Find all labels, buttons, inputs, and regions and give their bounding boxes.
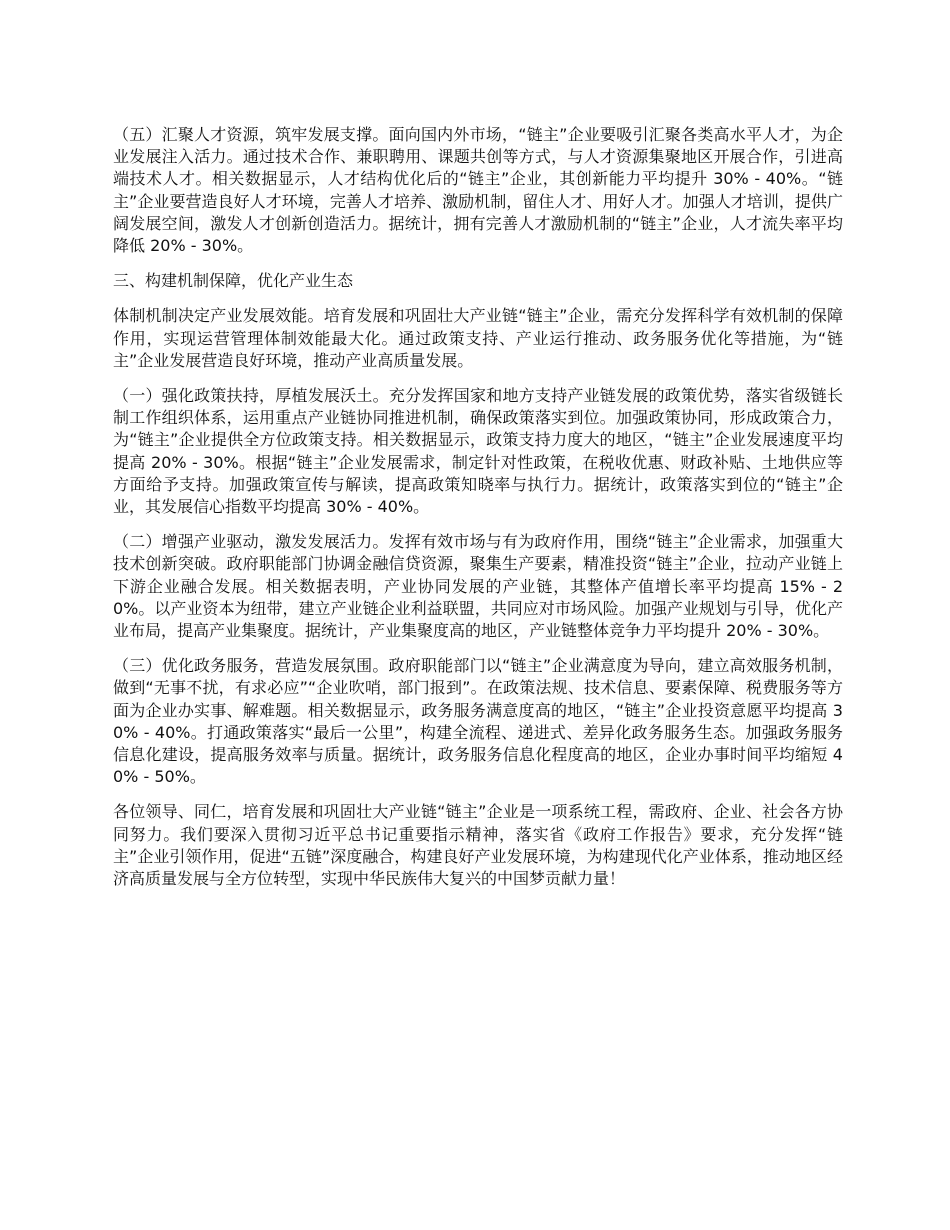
paragraph-industry-drive: （二）增强产业驱动，激发发展活力。发挥有效市场与有为政府作用，围绕“链主”企业需求，加强重大技术创新突破。政府职能部门协调金融信贷资源，聚集生产要素，精准投资“链主”企业，拉动产业链上下游企业融合发展。相关数据表明，产业协同发展的产业链，其整体产值增长率平均提高 15% - 20%。以产业资本为纽带，建立产业链企业利益联盟，共同应对市场风险。加强产业规划与引导，优化产业布局，提高产业集聚度。据统计，产业集聚度高的地区，产业链整体竞争力平均提升 20% - 30%。: [113, 532, 843, 641]
paragraph-government-services: （三）优化政务服务，营造发展氛围。政府职能部门以“链主”企业满意度为导向，建立高效服务机制，做到“无事不扰，有求必应”“企业吹哨，部门报到”。在政策法规、技术信息、要素保障、税费服务等方面为企业办实事、解难题。相关数据显示，政务服务满意度高的地区，“链主”企业投资意愿平均提高 30% - 40%。打通政策落实“最后一公里”，构建全流程、递进式、差异化政务服务生态。加强政务服务信息化建设，提高服务效率与质量。据统计，政务服务信息化程度高的地区，企业办事时间平均缩短 40% - 50%。: [113, 656, 843, 787]
document-body: [113, 124, 843, 903]
paragraph-talent-resources: （五）汇聚人才资源，筑牢发展支撑。面向国内外市场，“链主”企业要吸引汇聚各类高水平人才，为企业发展注入活力。通过技术合作、兼职聘用、课题共创等方式，与人才资源集聚地区开展合作，引进高端技术人才。相关数据显示，人才结构优化后的“链主”企业，其创新能力平均提升 30% - 40%。“链主”企业要营造良好人才环境，完善人才培养、激励机制，留住人才、用好人才。加强人才培训，提供广阔发展空间，激发人才创新创造活力。据统计，拥有完善人才激励机制的“链主”企业，人才流失率平均降低 20% - 30%。: [113, 125, 843, 256]
paragraph-mechanism-intro: 体制机制决定产业发展效能。培育发展和巩固壮大产业链“链主”企业，需充分发挥科学有效机制的保障作用，实现运营管理体制效能最大化。通过政策支持、产业运行推动、政务服务优化等措施，为“链主”企业发展营造良好环境，推动产业高质量发展。: [113, 306, 843, 370]
paragraph-policy-support: （一）强化政策扶持，厚植发展沃土。充分发挥国家和地方支持产业链发展的政策优势，落实省级链长制工作组织体系，运用重点产业链协同推进机制，确保政策落实到位。加强政策协同，形成政策合力，为“链主”企业提供全方位政策支持。相关数据显示，政策支持力度大的地区，“链主”企业发展速度平均提高 20% - 30%。根据“链主”企业发展需求，制定针对性政策，在税收优惠、财政补贴、土地供应等方面给予支持。加强政策宣传与解读，提高政策知晓率与执行力。据统计，政策落实到位的“链主”企业，其发展信心指数平均提高 30% - 40%。: [113, 386, 843, 517]
paragraph-closing: 各位领导、同仁，培育发展和巩固壮大产业链“链主”企业是一项系统工程，需政府、企业、社会各方协同努力。我们要深入贯彻习近平总书记重要指示精神，落实省《政府工作报告》要求，充分发挥“链主”企业引领作用，促进“五链”深度融合，构建良好产业发展环境，为构建现代化产业体系，推动地区经济高质量发展与全方位转型，实现中华民族伟大复兴的中国梦贡献力量！: [113, 802, 843, 889]
section-heading-mechanism: 三、构建机制保障，优化产业生态: [113, 271, 354, 291]
